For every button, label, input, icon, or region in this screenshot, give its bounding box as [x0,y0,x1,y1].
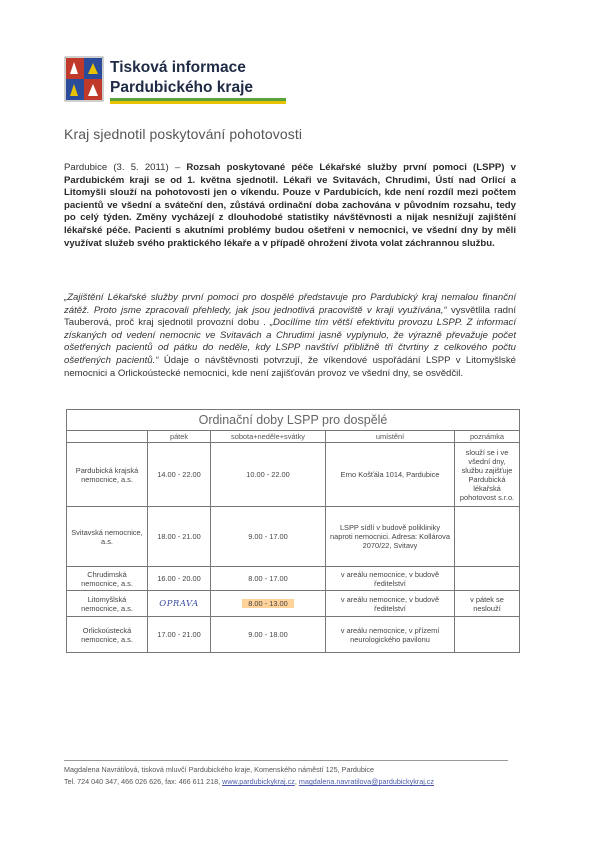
footer-divider [64,760,508,761]
friday-hours-cell: 14.00 - 22.00 [148,443,211,507]
friday-hours-cell [148,591,211,617]
header-title-line1: Tisková informace [110,59,246,76]
press-header [64,56,304,104]
note-cell: v pátek se neslouží [455,591,520,617]
table-header-cell [67,431,148,443]
hospital-name-cell: Orlickoústecká nemocnice, a.s. [67,617,148,653]
friday-hours-cell: 17.00 - 21.00 [148,617,211,653]
footer-separator: , [294,777,297,787]
table-header-cell: pátek [148,431,211,443]
location-cell: LSPP sídlí v budově polikliniky naproti nemocnici. Adresa: Kollárova 2070/22, Svitavy [326,507,455,567]
note-cell [455,617,520,653]
table-header-cell: poznámka [455,431,520,443]
lspp-schedule-table [66,409,520,653]
table-header-row [67,431,520,443]
weekend-hours-cell: 8.00 - 17.00 [211,567,326,591]
table-title: Ordinační doby LSPP pro dospělé [67,410,520,431]
lead-bold-text-2: Pouze v Pardubicích, kde není rozdíl mezi počtem pacientů ve všední a sváteční den, zůstává ordinační doba zachována v původním rozsahu, tedy po celý týden. Změny vycházejí z dlouhodobé statistiky návštěvnosti a nijak nesnižují zajištění lékařské péče. Pacienti s akutními problémy budou ošetřeni v nemocnici, ve všední dny by měli využívat služeb svého praktického lékaře a v případě ohrožení života volat záchrannou službu. [64,187,517,249]
weekend-hours-cell: 9.00 - 17.00 [211,507,326,567]
region-website-link[interactable]: www.pardubickykraj.cz [222,777,295,787]
quote-2: „Docílíme tím větší efektivitu provozu LSPP. Z informací získaných od vedení nemocnic ve Svitavách a Chrudimi jasně vyplynulo, že výrazně převažuje počet ošetřených pacientů od pátku do neděle, kdy LSPP navštíví přibližně tři čtvrtiny z celkového počtu ošetřených pacientů.“ [64,317,516,366]
press-header-title [110,58,253,98]
weekend-hours-cell: 10.00 - 22.00 [211,443,326,507]
location-cell: v areálu nemocnice, v budově ředitelství [326,567,455,591]
header-title-line2: Pardubického kraje [110,79,254,96]
lead-bold-text: Rozsah poskytované péče Lékařské služby první pomoci (LSPP) v Pardubickém kraji se od 1. května sjednotil. Lékaři ve Svitavách, Chrudimi, Ústí nad Orlicí a Litomyšli slouží na pohotovosti jen o víkendu. [64,162,516,199]
handwritten-correction-note: OPRAVA [159,598,199,609]
spokesperson-email-link[interactable]: magdalena.navratilova@pardubickykraj.cz [298,777,434,787]
friday-hours-cell: 16.00 - 20.00 [148,567,211,591]
footer-contact-line: Magdalena Navrátilová, tisková mluvčí Pardubického kraje, Komenského náměstí 125, Pardubice [64,765,375,774]
lead-paragraph [64,162,516,250]
table-header-cell: umístění [326,431,455,443]
table-row [67,567,520,591]
table-row [67,507,520,567]
header-underline-yellow [110,101,286,104]
footer-phone-text: Tel. 724 040 347, 466 026 626, fax: 466 611 218, [64,777,221,787]
quote-1-attribution: vysvětlila radní Tauberová, proč kraj sjednotil provozní dobu . [64,304,516,329]
hospital-name-cell: Chrudimská nemocnice, a.s. [67,567,148,591]
page-title: Kraj sjednotil poskytování pohotovosti [64,126,303,142]
table-title-row [67,410,520,431]
quote-2-tail: Údaje o návštěvnosti potvrzují, že víkendové uspořádání LSPP v Litomyšlské nemocnici a Orlickoústecké nemocnici, kde není zajišťován provoz ve všední dny, se osvědčil. [64,354,516,379]
table-header-cell: sobota+neděle+svátky [211,431,326,443]
location-cell: v areálu nemocnice, v budově ředitelství [326,591,455,617]
table-row [67,617,520,653]
note-cell [455,567,520,591]
dateline: Pardubice (3. 5. 2011) – [64,162,181,173]
table-row [67,443,520,507]
footer [64,764,534,788]
friday-hours-cell: 18.00 - 21.00 [148,507,211,567]
location-cell: Erno Košťála 1014, Pardubice [326,443,455,507]
pardubice-region-coat-of-arms-logo [64,56,104,102]
footer-phone-line [64,776,534,788]
hospital-name-cell: Svitavská nemocnice, a.s. [67,507,148,567]
quote-paragraph [64,292,516,380]
weekend-hours-cell: 9.00 - 18.00 [211,617,326,653]
table-row [67,591,520,617]
quote-1: „Zajištění Lékařské služby první pomoci pro dospělé představuje pro Pardubický kraj nemalou finanční zátěž. Proto jsme zpracovali přehledy, jak jsou jednotlivá pracoviště v kraji využívána,“ [64,292,516,316]
note-cell: slouží se i ve všední dny, službu zajišťuje Pardubická lékařská pohotovost s.r.o. [455,443,520,507]
location-cell: v areálu nemocnice, v přízemí neurologického pavilonu [326,617,455,653]
hospital-name-cell: Pardubická krajská nemocnice, a.s. [67,443,148,507]
hospital-name-cell: Litomyšlská nemocnice, a.s. [67,591,148,617]
note-cell [455,507,520,567]
weekend-hours-cell [211,591,326,617]
highlighted-weekend-hours: 8.00 - 13.00 [242,599,293,608]
